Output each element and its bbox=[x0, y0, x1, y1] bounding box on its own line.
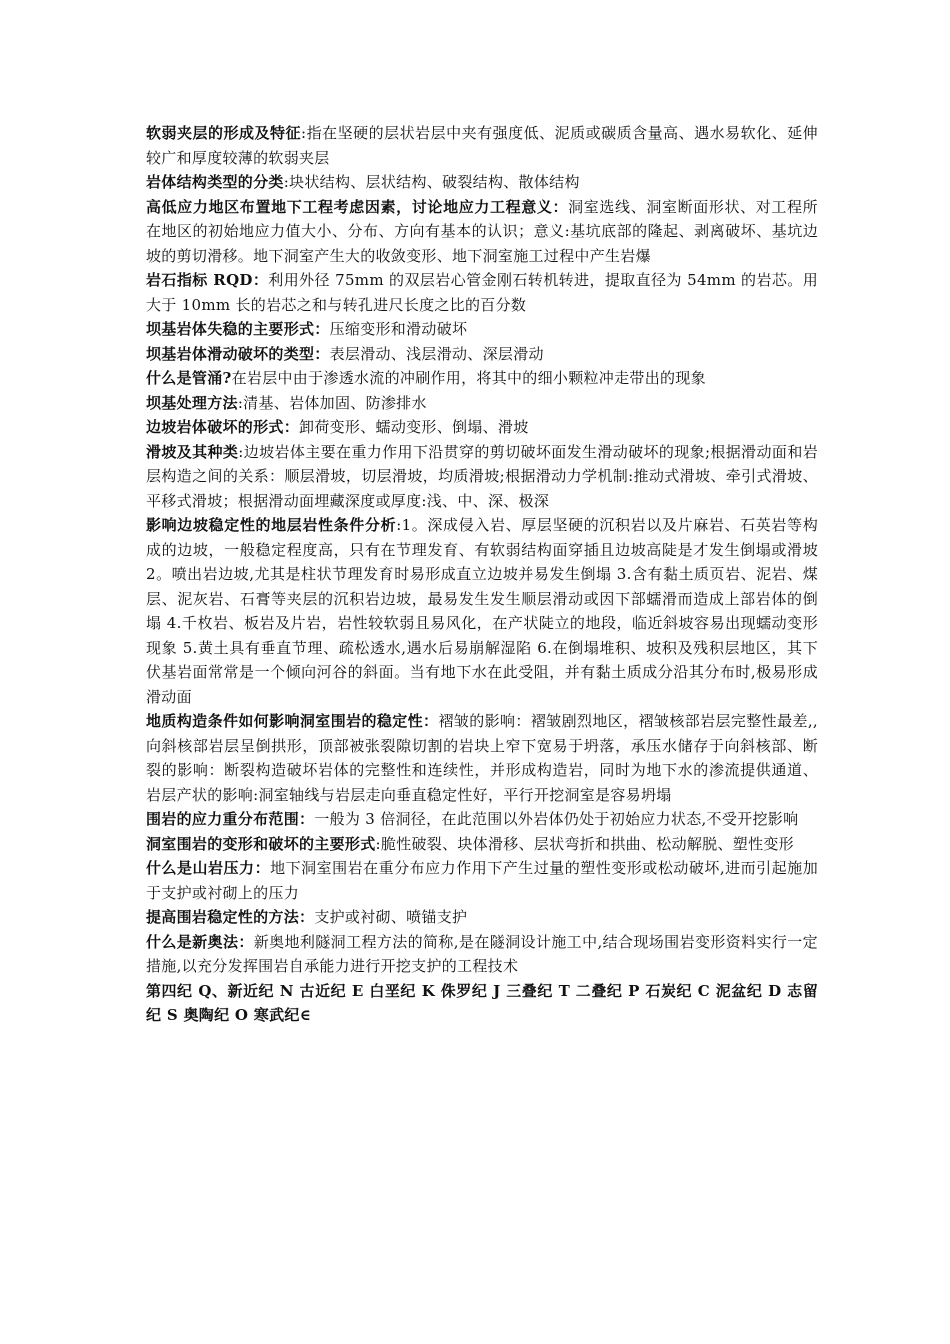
entry-definition: 表层滑动、浅层滑动、深层滑动 bbox=[329, 344, 544, 363]
entry-geologic-periods bbox=[146, 979, 818, 1028]
entry-definition: :边坡岩体主要在重力作用下沿贯穿的剪切破坏面发生滑动破坏的现象;根据滑动面和岩层构造之间的关系：顺层滑坡，切层滑坡，均质滑坡;根据滑动力学机制:推动式滑坡、牵引式滑坡、平移式滑坡；根据滑动面埋藏深度或厚度:浅、中、深、极深 bbox=[146, 442, 818, 510]
entry-stress-redistribution bbox=[146, 807, 818, 832]
entry-term: 岩石指标 RQD： bbox=[146, 271, 269, 289]
entry-definition: 压缩变形和滑动破坏 bbox=[329, 320, 468, 338]
entry-stability-methods bbox=[146, 905, 818, 930]
entry-term: 岩体结构类型的分类 bbox=[146, 173, 284, 191]
entry-weak-interlayer bbox=[146, 121, 818, 170]
entry-dam-treatment bbox=[146, 391, 818, 416]
entry-definition: 褶皱的影响：褶皱剧烈地区，褶皱核部岩层完整性最差,,向斜核部岩层呈倒拱形，顶部被张裂隙切割的岩块上窄下宽易于坍落，承压水储存于向斜核部、断裂的影响：断裂构造破坏岩体的完整性和连续性，并形成构造岩，同时为地下水的渗流提供通道、岩层产状的影响:洞室轴线与岩层走向垂直稳定性好，平行开挖洞室是容易坍塌 bbox=[146, 712, 818, 804]
entry-term: 地质构造条件如何影响洞室围岩的稳定性： bbox=[146, 712, 439, 730]
entry-definition: 新奥地利隧洞工程方法的简称,是在隧洞设计施工中,结合现场围岩变形资料实行一定措施,以充分发挥围岩自承能力进行开挖支护的工程技术 bbox=[146, 932, 818, 975]
entry-term: 影响边坡稳定性的地层岩性条件分析 bbox=[146, 516, 397, 534]
entry-definition: :脆性破裂、块体滑移、层状弯折和拱曲、松动解脱、塑性变形 bbox=[375, 834, 794, 853]
entry-term: 什么是山岩压力： bbox=[146, 859, 271, 877]
entry-term: 围岩的应力重分布范围： bbox=[146, 810, 315, 828]
entry-piping bbox=[146, 366, 818, 391]
entry-term: 坝基岩体滑动破坏的类型： bbox=[146, 344, 330, 363]
entry-geologic-structure bbox=[146, 709, 818, 807]
entry-rqd bbox=[146, 268, 818, 317]
entry-definition: :1。深成侵入岩、厚层坚硬的沉积岩以及片麻岩、石英岩等构成的边坡，一般稳定程度高，只有在节理发育、有软弱结构面穿插且边坡高陡是才发生倒塌或滑坡 2。喷出岩边坡,尤其是柱状节理发育时易形成直立边坡并易发生倒塌 3.含有黏土质页岩、泥岩、煤层、泥灰岩、石膏等夹层的沉积岩边坡，最易发生发生顺层滑动或因下部蠕滑而造成上部岩体的倒塌 4.千枚岩、板岩及片岩，岩性较软弱且易风化，在产状陡立的地段，临近斜坡容易出现蠕动变形现象 5.黄土具有垂直节理、疏松透水,遇水后易崩解湿陷 6.在倒塌堆积、坡积及残积层地区，其下伏基岩面常常是一个倾向河谷的斜面。当有地下水在此受阻，并有黏土质成分沿其分布时,极易形成滑动面 bbox=[146, 516, 819, 706]
entry-term: 高低应力地区布置地下工程考虑因素，讨论地应力工程意义： bbox=[146, 197, 569, 216]
entry-term: 坝基岩体失稳的主要形式： bbox=[146, 320, 330, 338]
entry-definition: 在岩层中由于渗透水流的冲刷作用，将其中的细小颗粒冲走带出的现象 bbox=[231, 369, 706, 387]
entry-rock-structure-types bbox=[146, 170, 818, 195]
entry-definition: 利用外径 75mm 的双层岩心管金刚石转机转进，提取直径为 54mm 的岩芯。用大于 10mm 长的岩芯之和与转孔进尺长度之比的百分数 bbox=[146, 271, 818, 314]
entry-term: 洞室围岩的变形和破坏的主要形式 bbox=[146, 834, 376, 853]
entry-term: 软弱夹层的形成及特征 bbox=[146, 124, 302, 142]
entry-term: 边坡岩体破坏的形式： bbox=[146, 418, 300, 436]
entry-term: 滑坡及其种类 bbox=[146, 442, 239, 461]
entry-definition: :块状结构、层状结构、破裂结构、散体结构 bbox=[283, 173, 580, 191]
entry-dam-sliding-types bbox=[146, 342, 818, 367]
entry-definition: 支护或衬砌、喷锚支护 bbox=[314, 908, 468, 926]
entry-geostress bbox=[146, 195, 818, 269]
entry-definition: 卸荷变形、蠕动变形、倒塌、滑坡 bbox=[299, 418, 529, 436]
entry-definition: :清基、岩体加固、防渗排水 bbox=[237, 393, 427, 412]
entry-dam-foundation-instability bbox=[146, 317, 818, 342]
entry-rock-pressure bbox=[146, 856, 818, 905]
entry-definition: :指在坚硬的层状岩层中夹有强度低、泥质或碳质含量高、遇水易软化、延伸较广和厚度较薄的软弱夹层 bbox=[146, 124, 818, 167]
entry-natm bbox=[146, 930, 818, 979]
entry-term: 什么是管涌? bbox=[146, 369, 232, 387]
entry-definition: 洞室选线、洞室断面形状、对工程所在地区的初始地应力值大小、分布、方向有基本的认识；意义:基坑底部的隆起、剥离破坏、基坑边坡的剪切滑移。地下洞室产生大的收敛变形、地下洞室施工过程中产生岩爆 bbox=[146, 197, 818, 265]
entry-slope-lithology bbox=[146, 513, 818, 709]
entry-definition: 地下洞室围岩在重分布应力作用下产生过量的塑性变形或松动破坏,进而引起施加于支护或衬砌上的压力 bbox=[146, 859, 818, 902]
entry-term: 第四纪 Q、新近纪 N 古近纪 E 白垩纪 K 侏罗纪 J 三叠纪 T 二叠纪 P 石炭纪 C 泥盆纪 D 志留纪 S 奥陶纪 O 寒武纪∈ bbox=[146, 981, 818, 1024]
entry-slope-failure-forms bbox=[146, 415, 818, 440]
entry-term: 什么是新奥法： bbox=[146, 932, 254, 951]
entry-term: 提高围岩稳定性的方法： bbox=[146, 908, 315, 926]
entry-surrounding-rock-failure bbox=[146, 832, 818, 857]
entry-term: 坝基处理方法 bbox=[146, 393, 238, 412]
document-page bbox=[146, 121, 818, 1028]
entry-definition: 一般为 3 倍洞径，在此范围以外岩体仍处于初始应力状态,不受开挖影响 bbox=[314, 810, 799, 828]
entry-landslide-types bbox=[146, 440, 818, 514]
